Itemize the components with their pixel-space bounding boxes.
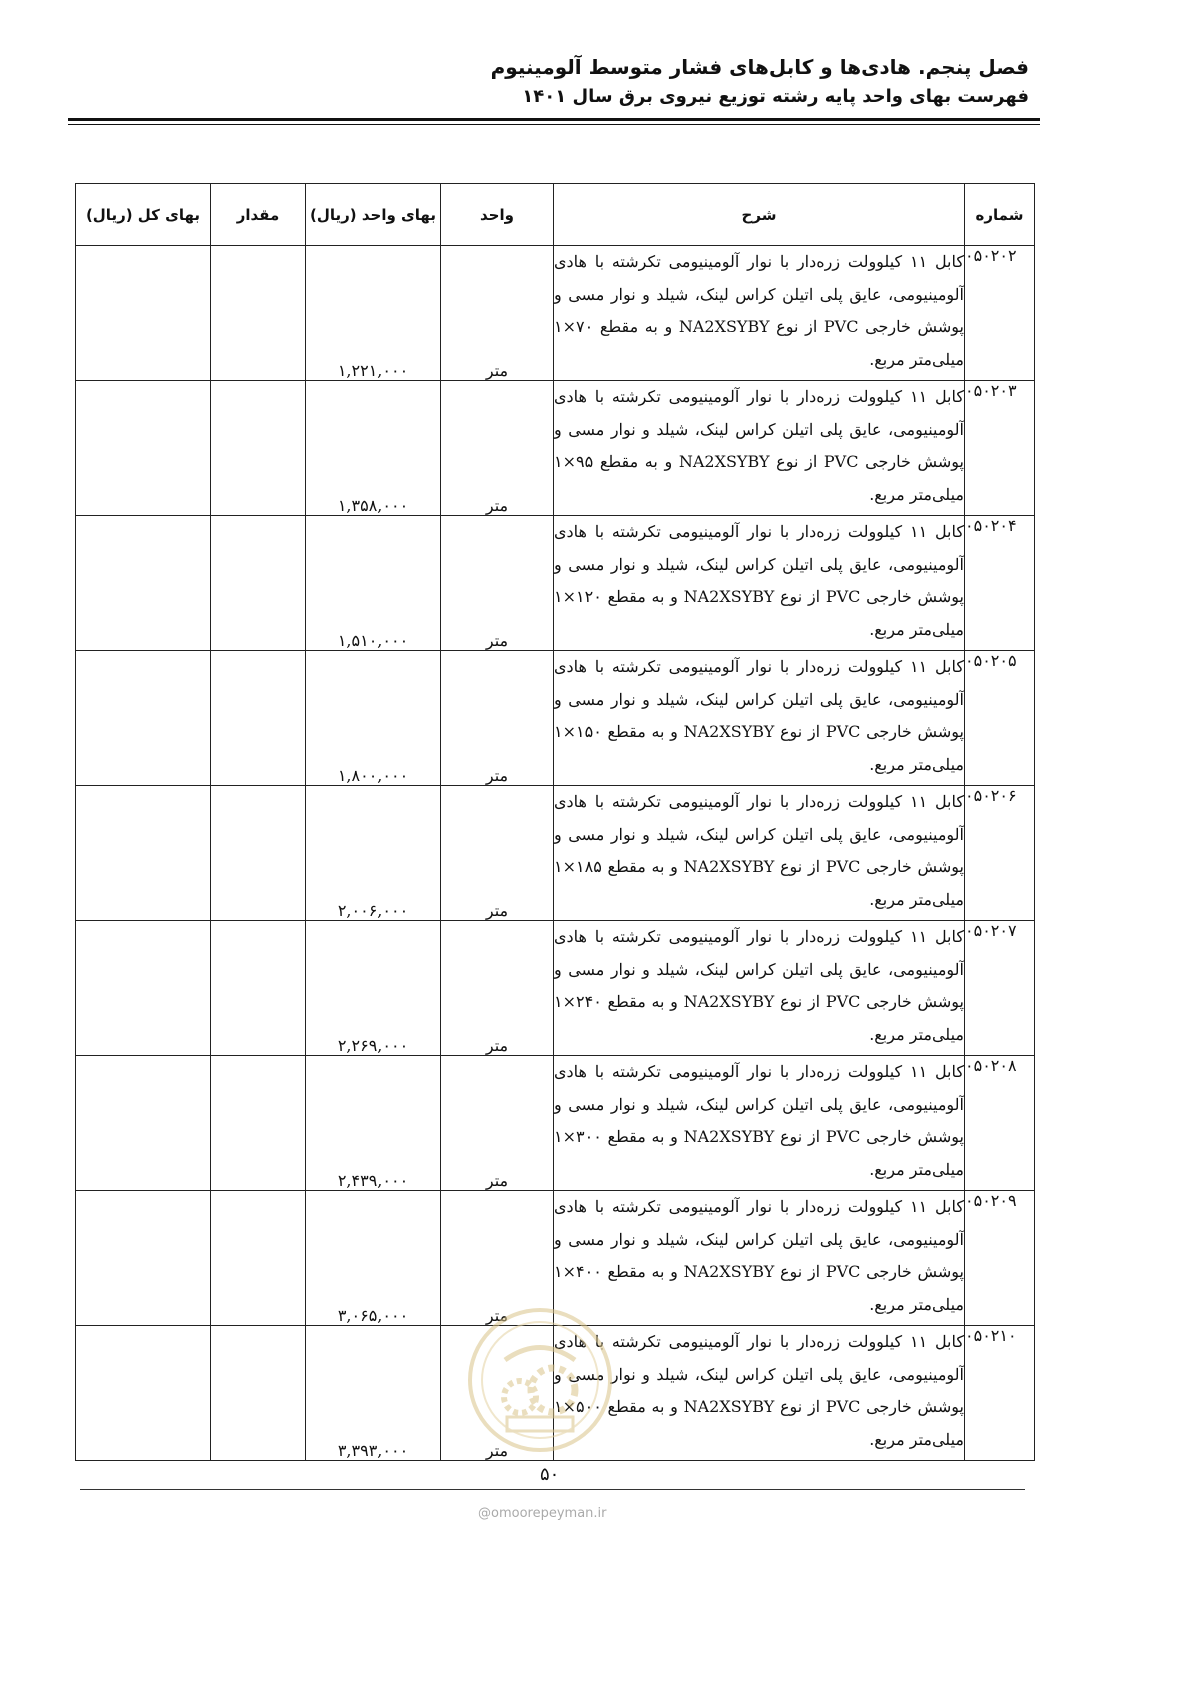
item-quantity — [211, 651, 306, 786]
item-unit-price: ۲,۲۶۹,۰۰۰ — [306, 921, 441, 1056]
item-unit: متر — [441, 1056, 554, 1191]
item-unit-price: ۱,۵۱۰,۰۰۰ — [306, 516, 441, 651]
page-number: ۵۰ — [540, 1464, 560, 1485]
item-unit-price: ۳,۳۹۳,۰۰۰ — [306, 1326, 441, 1461]
price-table — [75, 183, 1035, 1461]
item-description: کابل ۱۱ کیلوولت زره‌دار با نوار آلومینیومی تکرشته با هادی آلومینیومی، عایق پلی اتیلن کراس لینک، شیلد و نوار مسی و پوشش خارجی PVC از نوع NA2XSYBY و به مقطع ۱۵۰×۱ میلی‌متر مربع. — [554, 651, 965, 786]
table-row — [76, 651, 1035, 786]
item-total-price — [76, 1191, 211, 1326]
item-code: ۰۵۰۲۰۷ — [965, 921, 1035, 1056]
item-description: کابل ۱۱ کیلوولت زره‌دار با نوار آلومینیومی تکرشته با هادی آلومینیومی، عایق پلی اتیلن کراس لینک، شیلد و نوار مسی و پوشش خارجی PVC از نوع NA2XSYBY و به مقطع ۱۸۵×۱ میلی‌متر مربع. — [554, 786, 965, 921]
item-code: ۰۵۰۲۰۵ — [965, 651, 1035, 786]
item-quantity — [211, 1191, 306, 1326]
item-total-price — [76, 651, 211, 786]
column-header-unit: واحد — [441, 184, 554, 246]
item-unit-price: ۲,۴۳۹,۰۰۰ — [306, 1056, 441, 1191]
item-total-price — [76, 921, 211, 1056]
item-total-price — [76, 381, 211, 516]
item-code: ۰۵۰۲۱۰ — [965, 1326, 1035, 1461]
chapter-title: فصل پنجم. هادی‌ها و کابل‌های فشار متوسط آلومینیوم — [490, 55, 1029, 79]
footer-rule — [80, 1489, 1025, 1490]
item-total-price — [76, 246, 211, 381]
item-quantity — [211, 921, 306, 1056]
item-code: ۰۵۰۲۰۹ — [965, 1191, 1035, 1326]
document-subtitle: فهرست بهای واحد پایه رشته توزیع نیروی برق سال ۱۴۰۱ — [522, 86, 1029, 107]
item-description: کابل ۱۱ کیلوولت زره‌دار با نوار آلومینیومی تکرشته با هادی آلومینیومی، عایق پلی اتیلن کراس لینک، شیلد و نوار مسی و پوشش خارجی PVC از نوع NA2XSYBY و به مقطع ۹۵×۱ میلی‌متر مربع. — [554, 381, 965, 516]
item-quantity — [211, 516, 306, 651]
item-description: کابل ۱۱ کیلوولت زره‌دار با نوار آلومینیومی تکرشته با هادی آلومینیومی، عایق پلی اتیلن کراس لینک، شیلد و نوار مسی و پوشش خارجی PVC از نوع NA2XSYBY و به مقطع ۴۰۰×۱ میلی‌متر مربع. — [554, 1191, 965, 1326]
table-row — [76, 381, 1035, 516]
item-unit-price: ۱,۸۰۰,۰۰۰ — [306, 651, 441, 786]
item-unit: متر — [441, 381, 554, 516]
item-unit-price: ۲,۰۰۶,۰۰۰ — [306, 786, 441, 921]
item-total-price — [76, 1056, 211, 1191]
column-header-quantity: مقدار — [211, 184, 306, 246]
table-row — [76, 1326, 1035, 1461]
item-description: کابل ۱۱ کیلوولت زره‌دار با نوار آلومینیومی تکرشته با هادی آلومینیومی، عایق پلی اتیلن کراس لینک، شیلد و نوار مسی و پوشش خارجی PVC از نوع NA2XSYBY و به مقطع ۵۰۰×۱ میلی‌متر مربع. — [554, 1326, 965, 1461]
item-code: ۰۵۰۲۰۴ — [965, 516, 1035, 651]
item-quantity — [211, 246, 306, 381]
item-quantity — [211, 1056, 306, 1191]
website-watermark: @omoorepeyman.ir — [478, 1506, 607, 1521]
table-header-row — [76, 184, 1035, 246]
table-row — [76, 516, 1035, 651]
item-total-price — [76, 1326, 211, 1461]
item-code: ۰۵۰۲۰۸ — [965, 1056, 1035, 1191]
item-quantity — [211, 381, 306, 516]
item-quantity — [211, 1326, 306, 1461]
column-header-description: شرح — [554, 184, 965, 246]
item-unit: متر — [441, 246, 554, 381]
page-header — [491, 52, 1029, 112]
column-header-unit-price: بهای واحد (ریال) — [306, 184, 441, 246]
item-unit-price: ۱,۲۲۱,۰۰۰ — [306, 246, 441, 381]
item-unit: متر — [441, 1191, 554, 1326]
item-description: کابل ۱۱ کیلوولت زره‌دار با نوار آلومینیومی تکرشته با هادی آلومینیومی، عایق پلی اتیلن کراس لینک، شیلد و نوار مسی و پوشش خارجی PVC از نوع NA2XSYBY و به مقطع ۷۰×۱ میلی‌متر مربع. — [554, 246, 965, 381]
table-row — [76, 786, 1035, 921]
item-description: کابل ۱۱ کیلوولت زره‌دار با نوار آلومینیومی تکرشته با هادی آلومینیومی، عایق پلی اتیلن کراس لینک، شیلد و نوار مسی و پوشش خارجی PVC از نوع NA2XSYBY و به مقطع ۳۰۰×۱ میلی‌متر مربع. — [554, 1056, 965, 1191]
item-unit: متر — [441, 786, 554, 921]
column-header-code: شماره — [965, 184, 1035, 246]
table-row — [76, 1191, 1035, 1326]
table-row — [76, 921, 1035, 1056]
item-unit: متر — [441, 516, 554, 651]
item-unit: متر — [441, 1326, 554, 1461]
table-row — [76, 246, 1035, 381]
item-description: کابل ۱۱ کیلوولت زره‌دار با نوار آلومینیومی تکرشته با هادی آلومینیومی، عایق پلی اتیلن کراس لینک، شیلد و نوار مسی و پوشش خارجی PVC از نوع NA2XSYBY و به مقطع ۱۲۰×۱ میلی‌متر مربع. — [554, 516, 965, 651]
item-total-price — [76, 516, 211, 651]
table-row — [76, 1056, 1035, 1191]
item-quantity — [211, 786, 306, 921]
item-code: ۰۵۰۲۰۳ — [965, 381, 1035, 516]
item-total-price — [76, 786, 211, 921]
column-header-total-price: بهای کل (ریال) — [76, 184, 211, 246]
item-description: کابل ۱۱ کیلوولت زره‌دار با نوار آلومینیومی تکرشته با هادی آلومینیومی، عایق پلی اتیلن کراس لینک، شیلد و نوار مسی و پوشش خارجی PVC از نوع NA2XSYBY و به مقطع ۲۴۰×۱ میلی‌متر مربع. — [554, 921, 965, 1056]
item-unit: متر — [441, 921, 554, 1056]
item-code: ۰۵۰۲۰۶ — [965, 786, 1035, 921]
item-unit-price: ۳,۰۶۵,۰۰۰ — [306, 1191, 441, 1326]
item-code: ۰۵۰۲۰۲ — [965, 246, 1035, 381]
header-rule-thick — [68, 118, 1040, 121]
item-unit-price: ۱,۳۵۸,۰۰۰ — [306, 381, 441, 516]
item-unit: متر — [441, 651, 554, 786]
header-rule-thin — [68, 124, 1040, 125]
